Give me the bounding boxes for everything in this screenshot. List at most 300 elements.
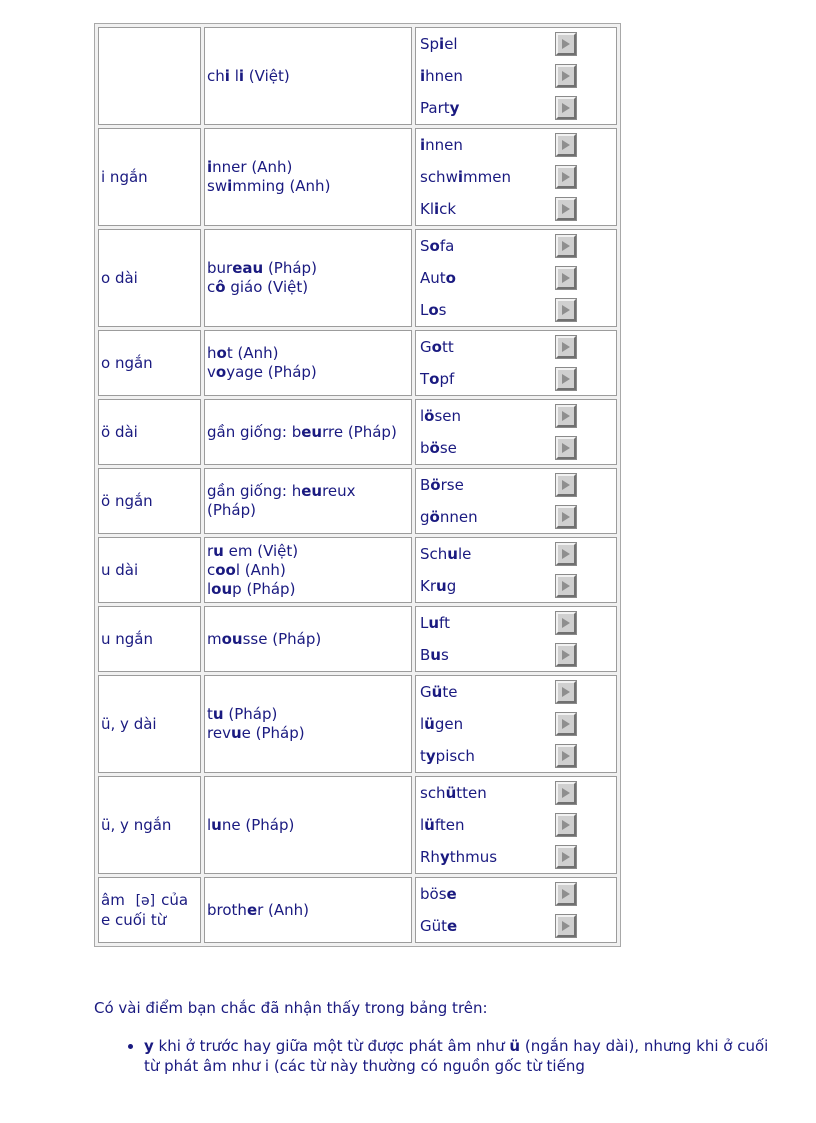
text-segment: l — [207, 579, 212, 598]
play-icon — [561, 341, 571, 353]
sound-cell — [98, 537, 201, 603]
text-segment: Kl — [420, 199, 435, 218]
play-icon — [561, 819, 571, 831]
text-segment: B — [420, 645, 431, 664]
word-item — [416, 878, 616, 910]
play-audio-button[interactable] — [556, 166, 576, 188]
example-line — [207, 423, 409, 442]
text-segment: s — [440, 645, 449, 664]
text-segment: y — [144, 1037, 154, 1055]
play-icon — [561, 718, 571, 730]
play-icon — [561, 851, 571, 863]
word-item — [416, 28, 616, 60]
play-audio-button[interactable] — [556, 612, 576, 634]
text-segment: i — [434, 199, 440, 218]
notes-intro: Có vài điểm bạn chắc đã nhận thấy trong bảng trên: — [94, 999, 488, 1017]
text-segment: tten — [456, 783, 487, 802]
text-segment: o dài — [101, 268, 138, 287]
play-audio-button[interactable] — [556, 915, 576, 937]
text-segment: L — [420, 613, 429, 632]
text-segment: t (Anh) — [226, 344, 279, 362]
notes-bullet-item — [144, 1036, 774, 1076]
sound-cell — [98, 399, 201, 465]
word-item — [416, 262, 616, 294]
word-item — [416, 809, 616, 841]
text-segment: sse (Pháp) — [242, 629, 322, 648]
text-segment: Aut — [420, 268, 446, 287]
text-segment: ou — [211, 579, 233, 598]
example-line — [207, 630, 409, 649]
german-words-cell — [415, 27, 617, 125]
play-audio-button[interactable] — [556, 134, 576, 156]
text-segment: o — [431, 337, 442, 356]
example-line — [207, 67, 409, 86]
text-segment: t — [207, 705, 213, 723]
text-segment: u — [447, 544, 458, 563]
text-segment: reux — [322, 482, 356, 500]
german-word — [420, 35, 458, 54]
play-icon — [561, 548, 571, 560]
text-segment: r (Anh) — [257, 900, 310, 919]
sound-cell — [98, 606, 201, 672]
example-line — [207, 158, 409, 177]
text-segment: l — [420, 406, 425, 425]
text-segment: ch — [207, 66, 225, 85]
example-line — [207, 501, 409, 520]
german-words-cell — [415, 330, 617, 396]
text-segment: Güt — [420, 916, 448, 935]
text-segment: nnen — [439, 507, 478, 526]
example-line — [207, 344, 409, 363]
text-segment: Rh — [420, 847, 440, 866]
text-segment: o — [216, 344, 227, 362]
text-segment: gần giống: b — [207, 422, 302, 441]
text-segment: (Pháp) — [207, 501, 256, 519]
text-segment: mming (Anh) — [232, 177, 331, 195]
play-audio-button[interactable] — [556, 336, 576, 358]
word-item — [416, 501, 616, 533]
text-segment: nner (Anh) — [212, 158, 293, 176]
example-cell — [204, 877, 412, 943]
word-item — [416, 331, 616, 363]
german-word — [420, 784, 487, 803]
word-item — [416, 570, 616, 602]
example-line — [207, 278, 409, 297]
notes-list — [94, 1036, 774, 1076]
text-segment: l — [207, 815, 212, 834]
text-segment: oo — [215, 560, 236, 579]
sound-cell — [98, 675, 201, 773]
play-audio-button[interactable] — [556, 644, 576, 666]
text-segment: Kr — [420, 576, 437, 595]
text-segment: g — [420, 507, 430, 526]
play-audio-button[interactable] — [556, 368, 576, 390]
word-item — [416, 777, 616, 809]
german-word — [420, 237, 454, 256]
german-word — [420, 715, 463, 734]
text-segment: S — [420, 236, 430, 255]
example-cell — [204, 675, 412, 773]
table-row — [98, 399, 617, 465]
table-row — [98, 537, 617, 603]
german-word — [420, 848, 497, 867]
play-audio-button[interactable] — [556, 474, 576, 496]
text-segment: T — [420, 369, 430, 388]
play-audio-button[interactable] — [556, 299, 576, 321]
play-icon — [561, 304, 571, 316]
text-segment: u — [230, 724, 242, 742]
text-segment: ü, y ngắn — [101, 815, 172, 834]
german-word — [420, 577, 456, 596]
play-audio-button[interactable] — [556, 65, 576, 87]
word-item — [416, 740, 616, 772]
text-segment: b — [420, 438, 430, 457]
german-word — [420, 338, 454, 357]
text-segment: i — [420, 135, 426, 154]
play-icon — [561, 410, 571, 422]
play-icon — [561, 373, 571, 385]
text-segment: el — [444, 34, 458, 53]
text-segment: ü — [509, 1037, 521, 1055]
text-segment: ö dài — [101, 422, 138, 441]
word-item — [416, 193, 616, 225]
table-row — [98, 330, 617, 396]
text-segment: g — [446, 576, 457, 595]
example-line — [207, 177, 409, 196]
play-audio-button[interactable] — [556, 437, 576, 459]
text-segment: u — [428, 613, 440, 632]
table-row — [98, 468, 617, 534]
example-line — [207, 482, 409, 501]
text-segment: r — [207, 541, 214, 560]
text-segment: ü — [431, 682, 443, 701]
play-icon — [561, 240, 571, 252]
play-icon — [561, 171, 571, 183]
example-cell — [204, 27, 412, 125]
table-row — [98, 128, 617, 226]
text-segment: e cuối từ — [101, 910, 167, 929]
german-word — [420, 269, 456, 288]
text-segment: o — [215, 363, 227, 381]
text-segment: pisch — [435, 746, 475, 765]
text-segment: ö — [429, 507, 440, 526]
sound-cell — [98, 877, 201, 943]
text-segment: em (Việt) — [223, 541, 299, 560]
word-item — [416, 676, 616, 708]
play-audio-button[interactable] — [556, 235, 576, 257]
example-line — [207, 561, 409, 580]
play-icon — [561, 617, 571, 629]
play-audio-button[interactable] — [556, 267, 576, 289]
text-segment: i — [238, 66, 245, 85]
text-segment: ö — [429, 438, 440, 457]
text-segment: mmen — [463, 167, 511, 186]
text-segment: u — [211, 815, 222, 834]
text-segment: ne (Pháp) — [221, 815, 295, 834]
example-line — [207, 705, 409, 724]
word-item — [416, 910, 616, 942]
german-words-cell — [415, 468, 617, 534]
german-word — [420, 476, 464, 495]
text-segment: ü, y dài — [101, 714, 157, 733]
play-audio-button[interactable] — [556, 814, 576, 836]
text-segment: G — [420, 682, 432, 701]
word-item — [416, 841, 616, 873]
example-cell — [204, 229, 412, 327]
play-audio-button[interactable] — [556, 713, 576, 735]
text-segment: gen — [434, 714, 464, 733]
word-item — [416, 294, 616, 326]
word-item — [416, 230, 616, 262]
text-segment: rev — [207, 724, 231, 742]
text-segment: ô — [215, 278, 226, 296]
play-icon — [561, 511, 571, 523]
text-segment: l — [234, 66, 239, 85]
play-icon — [561, 102, 571, 114]
play-audio-button[interactable] — [556, 681, 576, 703]
sound-cell — [98, 128, 201, 226]
word-item — [416, 363, 616, 395]
text-segment: sw — [207, 177, 228, 195]
text-segment: u — [213, 541, 224, 560]
play-icon — [561, 920, 571, 932]
german-word — [420, 439, 457, 458]
text-segment: o — [428, 300, 439, 319]
play-icon — [561, 272, 571, 284]
text-segment: o — [429, 369, 440, 388]
german-words-cell — [415, 128, 617, 226]
example-cell — [204, 537, 412, 603]
text-segment: p (Pháp) — [232, 579, 296, 598]
text-segment: h — [207, 344, 217, 362]
example-cell — [204, 399, 412, 465]
example-line — [207, 259, 409, 278]
text-segment: i — [227, 177, 233, 195]
text-segment: yage (Pháp) — [226, 363, 317, 381]
play-audio-button[interactable] — [556, 575, 576, 597]
german-word — [420, 301, 447, 320]
word-item — [416, 708, 616, 740]
text-segment: ü — [445, 783, 457, 802]
text-segment: e — [446, 884, 457, 903]
german-words-cell — [415, 776, 617, 874]
text-segment: y — [425, 746, 436, 765]
german-words-cell — [415, 229, 617, 327]
sound-cell — [98, 468, 201, 534]
text-segment: e (Pháp) — [241, 724, 305, 742]
play-audio-button[interactable] — [556, 883, 576, 905]
table-row — [98, 229, 617, 327]
text-segment: i ngắn — [101, 167, 148, 186]
play-audio-button[interactable] — [556, 543, 576, 565]
german-word — [420, 200, 456, 219]
example-line — [207, 363, 409, 382]
text-segment: u — [212, 705, 224, 723]
text-segment: o ngắn — [101, 353, 153, 372]
table-row — [98, 675, 617, 773]
sound-cell — [98, 229, 201, 327]
play-audio-button[interactable] — [556, 33, 576, 55]
play-icon — [561, 139, 571, 151]
german-word — [420, 545, 471, 564]
text-segment: s — [438, 300, 447, 319]
text-segment: Sch — [420, 544, 448, 563]
text-segment: e — [447, 916, 458, 935]
play-icon — [561, 479, 571, 491]
example-line — [207, 901, 409, 920]
play-audio-button[interactable] — [556, 745, 576, 767]
play-audio-button[interactable] — [556, 198, 576, 220]
notes-section — [94, 998, 774, 1076]
text-segment: hnen — [425, 66, 463, 85]
play-icon — [561, 888, 571, 900]
text-segment: se — [439, 438, 457, 457]
german-word — [420, 885, 457, 904]
german-words-cell — [415, 606, 617, 672]
german-word — [420, 917, 457, 936]
example-cell — [204, 468, 412, 534]
word-item — [416, 400, 616, 432]
text-segment: broth — [207, 900, 247, 919]
example-line — [207, 724, 409, 743]
play-icon — [561, 580, 571, 592]
text-segment: ö — [424, 406, 435, 425]
german-word — [420, 646, 449, 665]
text-segment: sch — [420, 783, 446, 802]
text-segment: i — [439, 34, 445, 53]
text-segment: y — [439, 847, 450, 866]
german-word — [420, 136, 463, 155]
text-segment: eu — [301, 422, 323, 441]
text-segment: (Pháp) — [263, 259, 317, 277]
text-segment: l — [420, 815, 425, 834]
text-segment: o — [429, 236, 440, 255]
text-segment: nnen — [425, 135, 463, 154]
play-audio-button[interactable] — [556, 97, 576, 119]
german-word — [420, 99, 459, 118]
vowel-sound-table — [94, 23, 621, 947]
text-segment: gần giống: h — [207, 482, 302, 500]
word-item — [416, 538, 616, 570]
german-word — [420, 816, 465, 835]
word-item — [416, 60, 616, 92]
text-segment: âm — [101, 890, 130, 909]
play-audio-button[interactable] — [556, 506, 576, 528]
table-row — [98, 877, 617, 943]
text-segment: pf — [439, 369, 455, 388]
german-word — [420, 747, 475, 766]
text-segment: u — [436, 576, 447, 595]
text-segment: u — [430, 645, 441, 664]
text-segment: (ngắn hay dài), nhưng khi ở cuối từ phát âm như i (các từ này thường có nguồn gốc từ tiếng — [144, 1037, 769, 1075]
table-row — [98, 27, 617, 125]
text-segment: giáo (Việt) — [225, 278, 309, 296]
play-audio-button[interactable] — [556, 405, 576, 427]
text-segment: Part — [420, 98, 450, 117]
example-cell — [204, 330, 412, 396]
text-segment: eau — [232, 259, 264, 277]
text-segment: schw — [420, 167, 458, 186]
text-segment: G — [420, 337, 432, 356]
text-segment: L — [420, 300, 429, 319]
text-segment: ft — [439, 613, 450, 632]
text-segment: l — [420, 714, 425, 733]
text-segment: fa — [439, 236, 455, 255]
play-icon — [561, 442, 571, 454]
text-segment: y — [449, 98, 460, 117]
german-words-cell — [415, 675, 617, 773]
play-audio-button[interactable] — [556, 846, 576, 868]
table-row — [98, 776, 617, 874]
sound-cell — [98, 330, 201, 396]
example-cell — [204, 128, 412, 226]
text-segment: (Việt) — [244, 66, 290, 85]
german-word — [420, 168, 511, 187]
text-segment: ö ngắn — [101, 491, 153, 510]
text-segment: i — [224, 66, 230, 85]
table-row — [98, 606, 617, 672]
text-segment: thmus — [449, 847, 498, 866]
text-segment: Sp — [420, 34, 440, 53]
text-segment: bur — [207, 259, 233, 277]
german-word — [420, 508, 478, 527]
text-segment: u ngắn — [101, 629, 154, 648]
text-segment: i — [420, 66, 426, 85]
example-line — [207, 580, 409, 599]
play-icon — [561, 203, 571, 215]
word-item — [416, 639, 616, 671]
text-segment: rre (Pháp) — [322, 422, 397, 441]
text-segment: của — [161, 890, 189, 909]
example-cell — [204, 606, 412, 672]
word-item — [416, 129, 616, 161]
text-segment: v — [207, 363, 216, 381]
text-segment: te — [442, 682, 458, 701]
play-icon — [561, 649, 571, 661]
german-word — [420, 67, 463, 86]
german-words-cell — [415, 877, 617, 943]
word-item — [416, 161, 616, 193]
text-segment: t — [420, 746, 426, 765]
text-segment: c — [207, 278, 216, 296]
word-item — [416, 432, 616, 464]
play-icon — [561, 787, 571, 799]
text-segment: rse — [440, 475, 464, 494]
text-segment: e — [246, 900, 258, 919]
word-item — [416, 607, 616, 639]
phonetic-symbol: [ə] — [135, 892, 156, 909]
text-segment: B — [420, 475, 431, 494]
play-audio-button[interactable] — [556, 782, 576, 804]
text-segment: i — [207, 158, 213, 176]
german-words-cell — [415, 399, 617, 465]
text-segment: ou — [221, 629, 243, 648]
german-word — [420, 614, 450, 633]
german-word — [420, 370, 454, 389]
text-segment: le — [457, 544, 472, 563]
example-line — [207, 542, 409, 561]
text-segment: ü — [424, 815, 435, 834]
text-segment: tt — [441, 337, 454, 356]
play-icon — [561, 686, 571, 698]
text-segment: o — [445, 268, 456, 287]
example-cell — [204, 776, 412, 874]
text-segment: m — [207, 629, 222, 648]
german-word — [420, 683, 457, 702]
text-segment: sen — [434, 406, 462, 425]
german-words-cell — [415, 537, 617, 603]
text-segment: ck — [439, 199, 457, 218]
